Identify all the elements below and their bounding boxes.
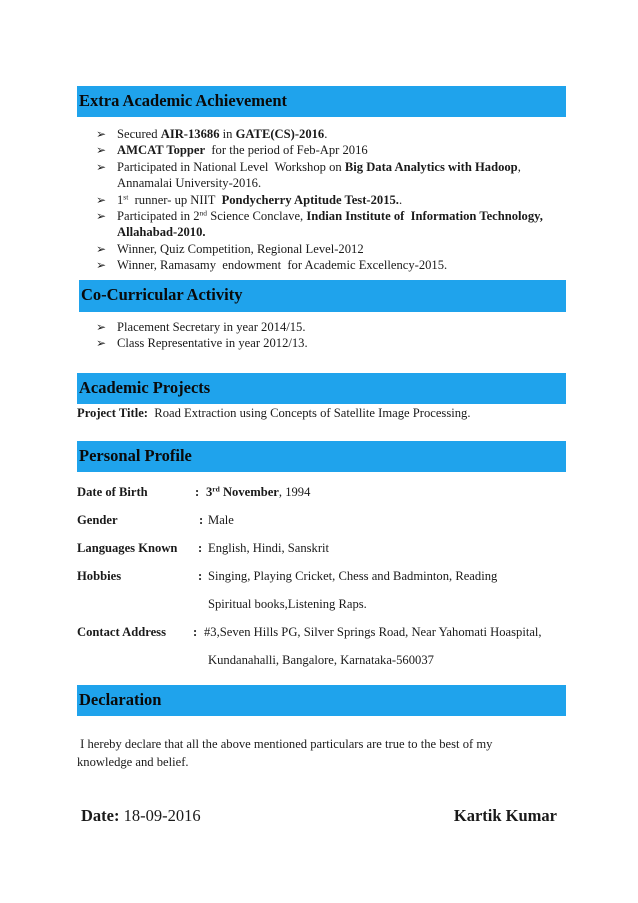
address-label: Contact Address	[77, 625, 166, 639]
hobbies-label: Hobbies	[77, 569, 122, 583]
project-title-line	[77, 405, 470, 421]
project-text: Road Extraction using Concepts of Satellite Image Processing.	[148, 406, 471, 420]
dob-value: 3rd November, 1994	[206, 484, 311, 499]
list-item: ➢ 1st runner- up NIIT Pondycherry Aptitude Test-2015..	[96, 192, 566, 208]
list-item: ➢ Winner, Quiz Competition, Regional Level-2012	[96, 241, 566, 257]
address-value-line1: #3,Seven Hills PG, Silver Springs Road, Near Yahomati Hoaspital,	[204, 625, 542, 639]
address-colon: :	[193, 625, 198, 639]
section-title: Academic Projects	[79, 378, 211, 397]
hobbies-value-line2: Spiritual books,Listening Raps.	[208, 597, 367, 611]
dob-colon: :	[195, 485, 200, 499]
section-header-cocurricular	[79, 280, 566, 312]
list-item: ➢ Participated in National Level Workshop on Big Data Analytics with Hadoop, Annamalai University-2016.	[96, 159, 566, 192]
footer-signature-name: Kartik Kumar	[453, 806, 557, 825]
address-value-line2: Kundanahalli, Bangalore, Karnataka-560037	[208, 653, 434, 667]
section-title: Extra Academic Achievement	[79, 91, 288, 110]
date-value: 18-09-2016	[119, 806, 201, 825]
footer-date	[81, 806, 201, 826]
list-item: ➢ Placement Secretary in year 2014/15.	[96, 319, 566, 335]
list-item: ➢ Participated in 2nd Science Conclave, Indian Institute of Information Technology, Allahabad-2010.	[96, 208, 566, 241]
languages-value: English, Hindi, Sanskrit	[208, 541, 330, 555]
list-item: ➢ Class Representative in year 2012/13.	[96, 335, 566, 351]
project-label: Project Title:	[77, 406, 148, 420]
section-title: Personal Profile	[79, 446, 192, 465]
list-item: ➢ Winner, Ramasamy endowment for Academic Excellency-2015.	[96, 257, 566, 273]
extra-achievement-list	[96, 126, 566, 274]
cocurricular-list	[96, 319, 566, 352]
languages-label: Languages Known	[77, 541, 178, 555]
declaration-text: I hereby declare that all the above mentioned particulars are true to the best of my knowledge and belief.	[77, 737, 493, 769]
section-header-projects	[77, 373, 566, 404]
gender-label: Gender	[77, 513, 118, 527]
section-header-personal-profile	[77, 441, 566, 472]
date-label: Date:	[81, 806, 120, 825]
section-header-declaration	[77, 685, 566, 716]
list-item: ➢ AMCAT Topper for the period of Feb-Apr 2016	[96, 142, 566, 158]
hobbies-colon: :	[198, 569, 203, 583]
list-item: ➢ Secured AIR-13686 in GATE(CS)-2016.	[96, 126, 566, 142]
dob-label: Date of Birth	[77, 485, 148, 499]
gender-colon: :	[199, 513, 204, 527]
languages-colon: :	[198, 541, 203, 555]
gender-value: Male	[208, 513, 234, 527]
hobbies-value-line1: Singing, Playing Cricket, Chess and Badminton, Reading	[208, 569, 498, 583]
section-header-extra-academic	[77, 86, 566, 117]
section-title: Declaration	[79, 690, 162, 709]
section-title: Co-Curricular Activity	[81, 285, 243, 304]
